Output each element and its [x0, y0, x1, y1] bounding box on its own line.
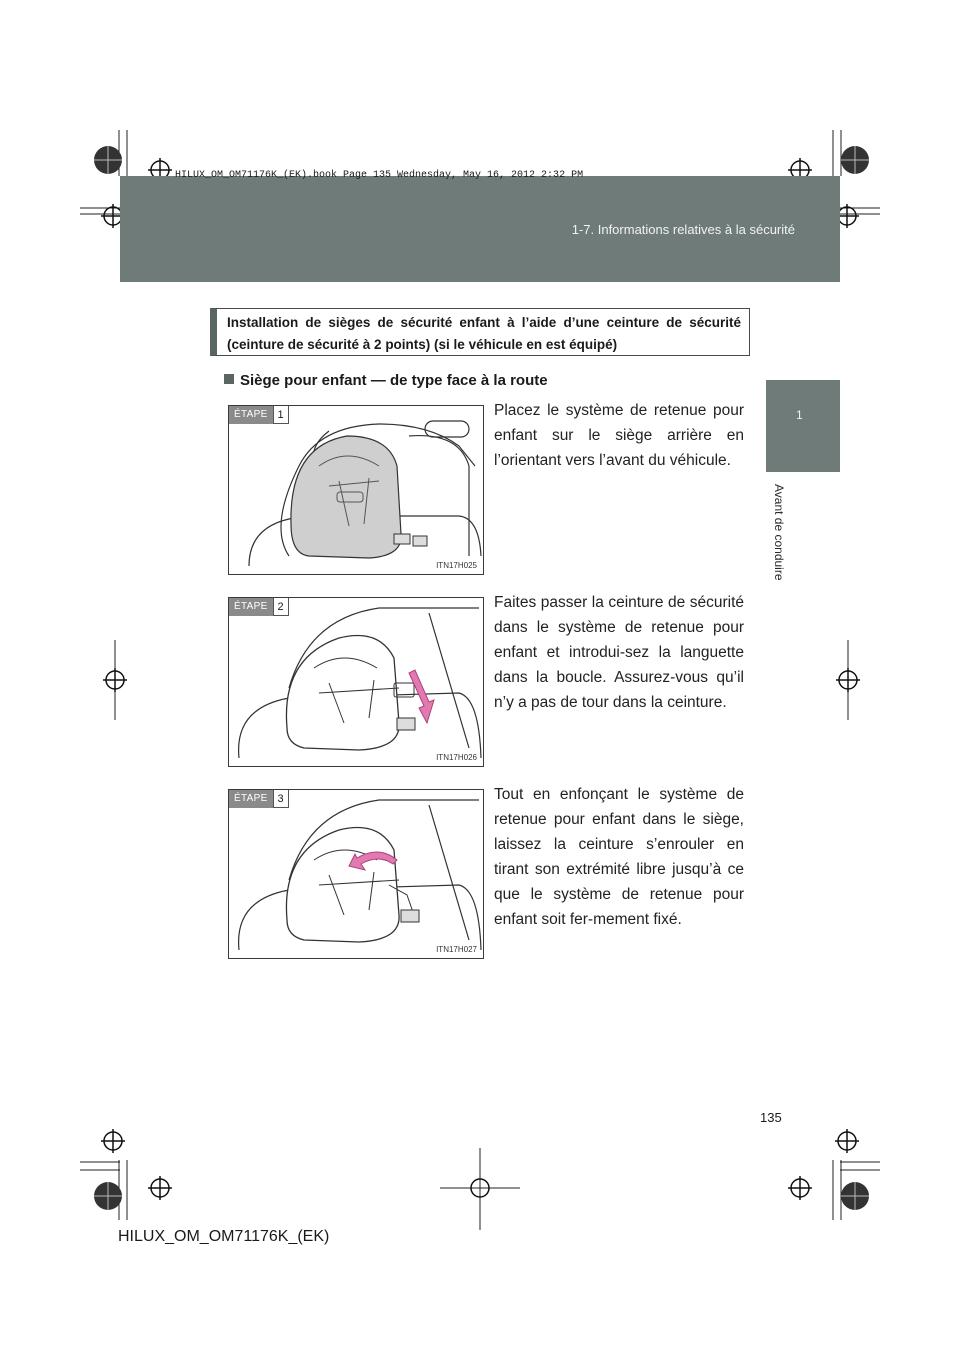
chapter-title-vertical: [772, 484, 806, 594]
belt-tightening-drawing: [229, 790, 484, 959]
child-seat-placement-drawing: [229, 406, 484, 575]
image-code: ITN17H025: [436, 561, 477, 570]
belt-routing-drawing: [229, 598, 484, 767]
section-title: 1-7. Informations relatives à la sécurité: [571, 222, 795, 237]
step-2-text: Faites passer la ceinture de sécurité dans le système de retenue pour enfant et introdui-sez la languette dans la boucle. Assurez-vous qu’il n’y a pas de tour dans la ceinture.: [494, 594, 744, 711]
step-number: 1: [273, 406, 289, 424]
step-1-text: Placez le système de retenue pour enfant sur le siège arrière en l’orientant vers l’avant du véhicule.: [494, 402, 744, 469]
step-number: 3: [273, 790, 289, 808]
book-imprint-line: HILUX_OM_OM71176K_(EK).book Page 135 Wednesday, May 16, 2012 2:32 PM: [175, 170, 584, 181]
step-word: ÉTAPE: [229, 598, 273, 616]
subheading: [224, 372, 548, 389]
step-number: 2: [273, 598, 289, 616]
step-2-illustration: [228, 597, 484, 767]
chapter-number: 1: [796, 408, 803, 422]
step-word: ÉTAPE: [229, 790, 273, 808]
chapter-tab: [766, 380, 840, 472]
step-3-text: Tout en enfonçant le système de retenue pour enfant dans le siège, laissez la ceinture s’enrouler en tirant son extrémité libre jusqu’à ce que le système de retenue pour enfant soit fer-mement fixé.: [494, 786, 744, 928]
footer-document-code: HILUX_OM_OM71176K_(EK): [118, 1228, 330, 1245]
image-code: ITN17H027: [436, 945, 477, 954]
subheading-text: Siège pour enfant — de type face à la route: [240, 372, 548, 389]
step-1-label: [229, 406, 289, 424]
image-code: ITN17H026: [436, 753, 477, 762]
chapter-title: Avant de conduire: [772, 484, 786, 581]
step-3-label: [229, 790, 289, 808]
procedure-title-box: Installation de sièges de sécurité enfant à l’aide d’une ceinture de sécurité (ceinture de sécurité à 2 points) (si le véhicule en est équipé): [210, 308, 750, 356]
step-2-label: [229, 598, 289, 616]
step-1-illustration: [228, 405, 484, 575]
page-number: 135: [760, 1110, 782, 1125]
step-3-illustration: [228, 789, 484, 959]
square-bullet-icon: [224, 374, 234, 384]
step-word: ÉTAPE: [229, 406, 273, 424]
